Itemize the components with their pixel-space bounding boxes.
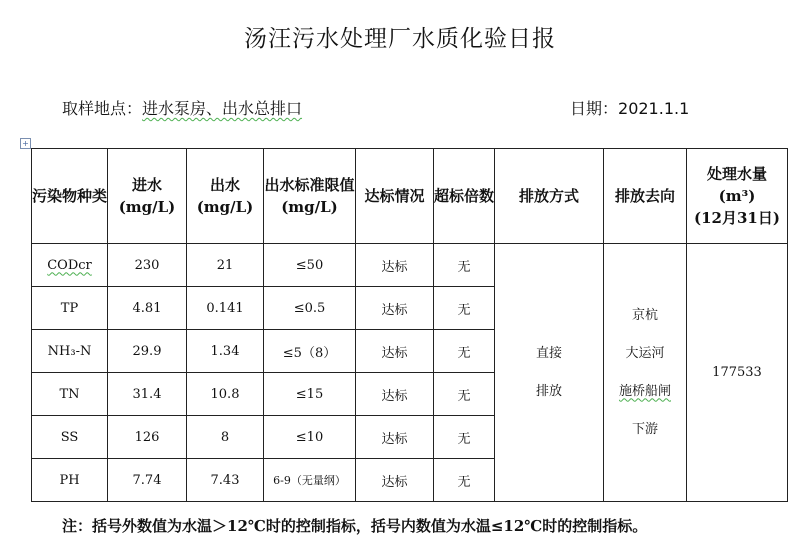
cell-discharge-method bbox=[495, 244, 604, 502]
discharge-method-line: 排放 bbox=[535, 383, 562, 399]
volume-title: 处理水量 bbox=[706, 165, 767, 183]
cell-limit: ≤0.5 bbox=[264, 287, 356, 330]
cell-exceed: 无 bbox=[434, 244, 495, 287]
cell-effluent: 10.8 bbox=[187, 373, 264, 416]
cell-limit: 6-9（无量纲） bbox=[264, 459, 356, 502]
header-discharge-method: 排放方式 bbox=[495, 149, 604, 244]
discharge-dest-line: 京杭 bbox=[631, 307, 658, 323]
cell-compliance: 达标 bbox=[356, 416, 434, 459]
table-move-handle-icon[interactable]: + bbox=[20, 138, 31, 149]
cell-volume: 177533 bbox=[687, 244, 788, 502]
header-volume bbox=[687, 149, 788, 244]
cell-influent: 29.9 bbox=[108, 330, 187, 373]
discharge-dest-line: 下游 bbox=[631, 421, 658, 437]
report-date bbox=[570, 96, 689, 119]
cell-limit: ≤10 bbox=[264, 416, 356, 459]
cell-compliance: 达标 bbox=[356, 459, 434, 502]
cell-effluent: 21 bbox=[187, 244, 264, 287]
date-label: 日期： bbox=[570, 99, 619, 118]
header-effluent: 出水(mg/L) bbox=[187, 149, 264, 244]
cell-exceed: 无 bbox=[434, 416, 495, 459]
cell-pollutant: CODcr bbox=[32, 244, 108, 287]
cell-pollutant: NH₃-N bbox=[32, 330, 108, 373]
cell-effluent: 1.34 bbox=[187, 330, 264, 373]
discharge-method-line: 直接 bbox=[535, 345, 562, 361]
header-pollutant: 污染物种类 bbox=[32, 149, 108, 244]
report-title: 汤汪污水处理厂水质化验日报 bbox=[244, 26, 556, 52]
cell-limit: ≤50 bbox=[264, 244, 356, 287]
table-row bbox=[32, 244, 788, 287]
cell-effluent: 0.141 bbox=[187, 287, 264, 330]
cell-influent: 126 bbox=[108, 416, 187, 459]
cell-pollutant: TP bbox=[32, 287, 108, 330]
discharge-dest-line: 大运河 bbox=[625, 345, 665, 361]
table-header-row bbox=[32, 149, 788, 244]
cell-exceed: 无 bbox=[434, 459, 495, 502]
cell-compliance: 达标 bbox=[356, 330, 434, 373]
cell-influent: 230 bbox=[108, 244, 187, 287]
footnote: 注：括号外数值为水温＞12℃时的控制指标，括号内数值为水温≤12℃时的控制指标。 bbox=[62, 517, 648, 535]
volume-unit: (m³) bbox=[718, 187, 756, 205]
cell-pollutant: PH bbox=[32, 459, 108, 502]
sampling-value: 进水泵房、出水总排口 bbox=[142, 99, 303, 118]
date-value: 2021.1.1 bbox=[618, 99, 690, 118]
cell-influent: 31.4 bbox=[108, 373, 187, 416]
cell-discharge-dest bbox=[604, 244, 687, 502]
volume-date: (12月31日) bbox=[694, 209, 780, 227]
cell-exceed: 无 bbox=[434, 373, 495, 416]
cell-limit: ≤5（8） bbox=[264, 330, 356, 373]
sampling-label: 取样地点： bbox=[62, 99, 143, 118]
cell-effluent: 8 bbox=[187, 416, 264, 459]
cell-influent: 4.81 bbox=[108, 287, 187, 330]
cell-compliance: 达标 bbox=[356, 373, 434, 416]
header-influent: 进水(mg/L) bbox=[108, 149, 187, 244]
header-compliance: 达标情况 bbox=[356, 149, 434, 244]
cell-exceed: 无 bbox=[434, 287, 495, 330]
sampling-location bbox=[62, 96, 302, 119]
cell-pollutant: SS bbox=[32, 416, 108, 459]
cell-pollutant: TN bbox=[32, 373, 108, 416]
cell-compliance: 达标 bbox=[356, 244, 434, 287]
header-exceed: 超标倍数 bbox=[434, 149, 495, 244]
cell-influent: 7.74 bbox=[108, 459, 187, 502]
cell-exceed: 无 bbox=[434, 330, 495, 373]
water-quality-table bbox=[31, 148, 788, 502]
cell-compliance: 达标 bbox=[356, 287, 434, 330]
header-discharge-dest: 排放去向 bbox=[604, 149, 687, 244]
cell-effluent: 7.43 bbox=[187, 459, 264, 502]
discharge-dest-line: 施桥船闸 bbox=[618, 383, 671, 399]
header-limit: 出水标准限值(mg/L) bbox=[264, 149, 356, 244]
cell-limit: ≤15 bbox=[264, 373, 356, 416]
